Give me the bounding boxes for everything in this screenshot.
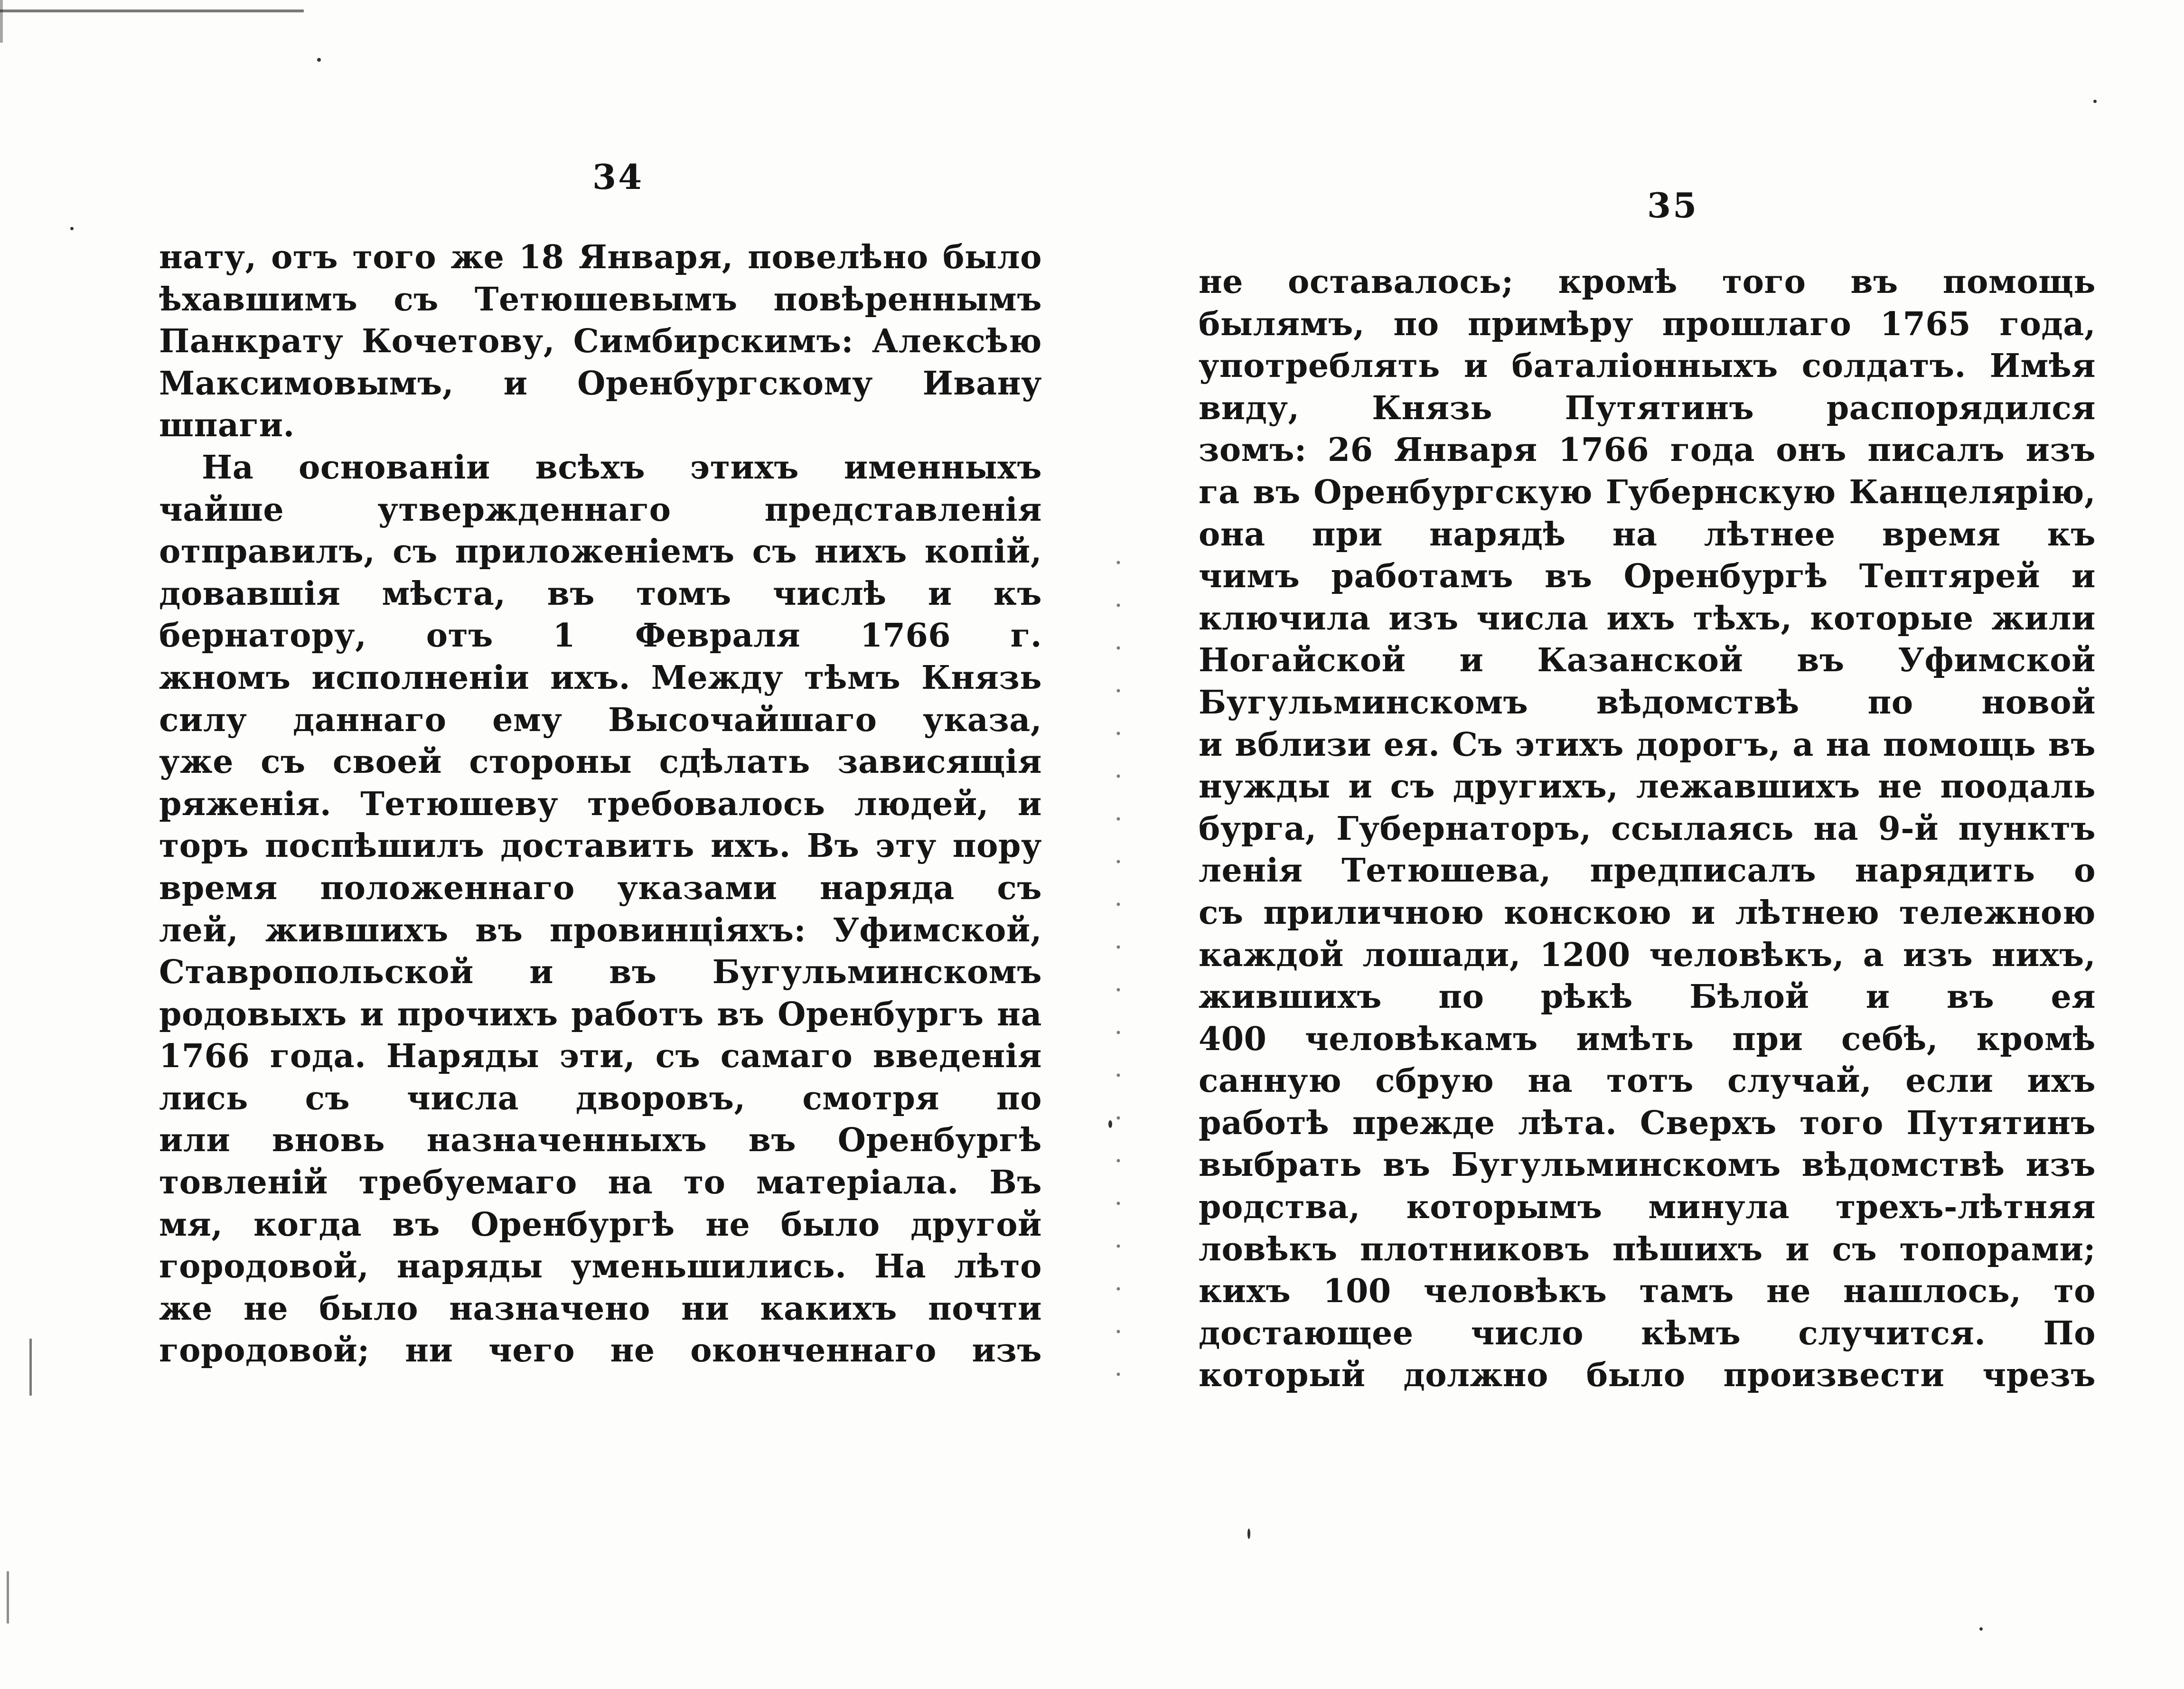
- body-text: [159, 236, 1042, 1372]
- text-line: Ставропольской и въ Бугульминскомъ: [159, 953, 1042, 992]
- text-line: силу даннаго ему Высочайшаго указа,: [159, 701, 1042, 739]
- page-number: 34: [592, 157, 644, 197]
- text-line: не оставалось; кромѣ того въ помощь: [1199, 263, 2096, 301]
- text-line: лей, жившихъ въ провинціяхъ: Уфимской,: [159, 911, 1042, 949]
- text-line: родства, которымъ минула трехъ-лѣтняя: [1199, 1188, 2096, 1227]
- page-number: 35: [1647, 185, 1699, 225]
- text-line: употреблять и баталіонныхъ солдатъ. Имѣя: [1199, 347, 2096, 385]
- text-line: Бугульминскомъ вѣдомствѣ по новой: [1199, 683, 2096, 722]
- text-line: выбрать въ Бугульминскомъ вѣдомствѣ изъ: [1199, 1146, 2096, 1184]
- text-line: мя, когда въ Оренбургѣ не было другой: [159, 1205, 1042, 1244]
- text-line: довавшія мѣста, въ томъ числѣ и къ: [159, 574, 1042, 613]
- text-line: городовой; ни чего не оконченнаго изъ: [159, 1332, 1042, 1370]
- text-line: зомъ: 26 Января 1766 года онъ писалъ изъ: [1199, 431, 2096, 469]
- text-line: городовой, наряды уменьшились. На лѣто: [159, 1248, 1042, 1286]
- text-line: нату, отъ того же 18 Января, повелѣно было: [159, 238, 1042, 276]
- text-line: ключила изъ числа ихъ тѣхъ, которые жили: [1199, 599, 2096, 638]
- text-line: съ приличною конскою и лѣтнею тележною: [1199, 893, 2096, 932]
- right-page: [1092, 0, 2184, 1689]
- text-line: былямъ, по примѣру прошлаго 1765 года,: [1199, 305, 2096, 343]
- text-line: ленія Тетюшева, предписалъ нарядить о: [1199, 852, 2096, 890]
- text-line: время положеннаго указами наряда съ: [159, 869, 1042, 907]
- text-line: виду, Князь Путятинъ распорядился: [1199, 389, 2096, 427]
- text-line: 1766 года. Наряды эти, съ самаго введенія: [159, 1037, 1042, 1076]
- text-line: жномъ исполненіи ихъ. Между тѣмъ Князь: [159, 658, 1042, 697]
- text-line: лись съ числа дворовъ, смотря по: [159, 1079, 1042, 1117]
- text-line: бернатору, отъ 1 Февраля 1766 г.: [159, 617, 1042, 655]
- text-line: чайше утвержденнаго представленія: [159, 490, 1042, 529]
- text-line: или вновь назначенныхъ въ Оренбургѣ: [159, 1121, 1042, 1160]
- text-line: она при нарядѣ на лѣтнее время къ: [1199, 515, 2096, 554]
- text-line: Максимовымъ, и Оренбургскому Ивану: [159, 364, 1042, 403]
- text-line: бурга, Губернаторъ, ссылаясь на 9-й пунктъ: [1199, 809, 2096, 848]
- text-line: уже съ своей стороны сдѣлать зависящія: [159, 743, 1042, 781]
- text-line: чимъ работамъ въ Оренбургѣ Тептярей и: [1199, 557, 2096, 596]
- text-line: же не было назначено ни какихъ почти: [159, 1289, 1042, 1328]
- text-line: отправилъ, съ приложеніемъ съ нихъ копій,: [159, 533, 1042, 571]
- text-line: Панкрату Кочетову, Симбирскимъ: Алексѣю: [159, 322, 1042, 361]
- text-line: шпаги.: [159, 406, 295, 445]
- text-line: и вблизи ея. Съ этихъ дорогъ, а на помощь въ: [1199, 725, 2096, 764]
- text-line: ловѣкъ плотниковъ пѣшихъ и съ топорами;: [1199, 1230, 2096, 1268]
- text-line: товленій требуемаго на то матеріала. Въ: [159, 1164, 1042, 1202]
- text-line: санную сбрую на тотъ случай, если ихъ: [1199, 1062, 2096, 1100]
- text-line: достающее число кѣмъ случится. По: [1199, 1314, 2096, 1352]
- text-line: га въ Оренбургскую Губернскую Канцелярію,: [1199, 473, 2096, 511]
- text-line: жившихъ по рѣкѣ Бѣлой и въ ея: [1199, 978, 2096, 1016]
- text-line: торъ поспѣшилъ доставить ихъ. Въ эту пору: [159, 827, 1042, 865]
- text-line: работѣ прежде лѣта. Сверхъ того Путятинъ: [1199, 1104, 2096, 1142]
- text-line: который должно было произвести чрезъ: [1199, 1356, 2096, 1395]
- text-line: родовыхъ и прочихъ работъ въ Оренбургъ на: [159, 995, 1042, 1033]
- text-line: 400 человѣкамъ имѣть при себѣ, кромѣ: [1199, 1020, 2096, 1058]
- text-line: каждой лошади, 1200 человѣкъ, а изъ нихъ,: [1199, 936, 2096, 974]
- text-line: ряженія. Тетюшеву требовалось людей, и: [159, 785, 1042, 823]
- text-line: На основаніи всѣхъ этихъ именныхъ: [202, 448, 1042, 487]
- text-line: ѣхавшимъ съ Тетюшевымъ повѣреннымъ: [159, 280, 1042, 319]
- text-line: кихъ 100 человѣкъ тамъ не нашлось, то: [1199, 1272, 2096, 1311]
- text-line: Ногайской и Казанской въ Уфимской: [1199, 641, 2096, 680]
- body-text: [1199, 261, 2096, 1397]
- text-line: нужды и съ другихъ, лежавшихъ не поодаль: [1199, 768, 2096, 806]
